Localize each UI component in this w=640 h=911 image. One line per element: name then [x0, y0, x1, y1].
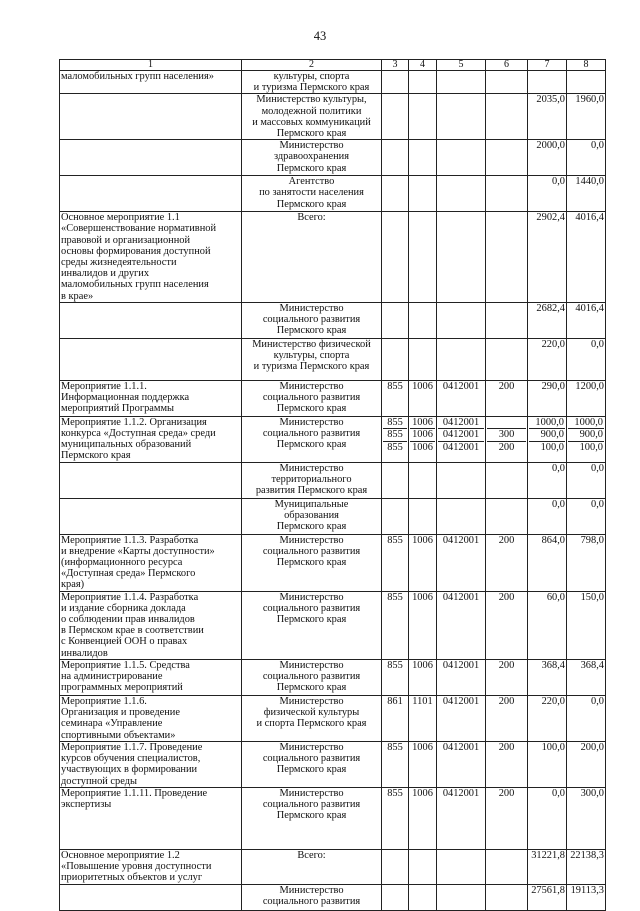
table-row — [60, 659, 606, 695]
amount-2013-cell: 290,0 — [528, 380, 567, 416]
amount-2014-cell: 1200,0 — [567, 380, 606, 416]
ministry-code-cell — [382, 498, 409, 534]
event-cell — [60, 176, 242, 212]
executor-cell: Агентство по занятости населения Пермского края — [242, 176, 382, 212]
target-item-cell: 0412001 — [437, 659, 486, 695]
ministry-code-cell: 855 — [382, 741, 409, 787]
section-code-sub-value: 1006 — [412, 416, 433, 428]
amount-2014-cell: 200,0 — [567, 741, 606, 787]
event-cell: Мероприятие 1.1.3. Разработка и внедрение «Карты доступности» (информационного ресурса «Доступная среда» Пермского края) — [60, 534, 242, 591]
event-cell — [60, 498, 242, 534]
amount-2014-sub-value: 100,0 — [568, 441, 604, 454]
section-code-cell — [409, 462, 437, 498]
table-row — [60, 94, 606, 140]
table-row — [60, 212, 606, 303]
executor-cell: Министерство социального развития Пермского края — [242, 380, 382, 416]
amount-2013-cell: 0,0 — [528, 462, 567, 498]
target-item-cell — [437, 302, 486, 338]
amount-2013-sub-value: 100,0 — [529, 441, 565, 454]
ministry-code-cell — [382, 884, 409, 910]
executor-cell: Министерство физической культуры и спорта Пермского края — [242, 695, 382, 741]
expense-type-cell: 200 — [486, 534, 528, 591]
ministry-code-cell — [382, 338, 409, 380]
expense-type-cell — [486, 462, 528, 498]
table-row — [60, 338, 606, 380]
amount-2014-cell: 0,0 — [567, 462, 606, 498]
ministry-code-cell: 855 — [382, 787, 409, 849]
table-header-row — [60, 60, 606, 71]
amount-2013-cell: 2000,0 — [528, 140, 567, 176]
ministry-code-cell — [382, 212, 409, 303]
ministry-code-cell — [382, 176, 409, 212]
event-cell: Мероприятие 1.1.4. Разработка и издание сборника доклада о соблюдении прав инвалидов в Пермском крае в соответствии с Конвенцией ООН о правах инвалидов — [60, 591, 242, 659]
section-code-sub-value: 1006 — [410, 428, 435, 441]
amount-2013-cell — [528, 71, 567, 94]
event-cell: Мероприятие 1.1.2. Организация конкурса «Доступная среда» среди муниципальных образований Пермского края — [60, 416, 242, 462]
table-row — [60, 176, 606, 212]
executor-cell: Министерство территориального развития Пермского края — [242, 462, 382, 498]
ministry-code-cell: 855 — [382, 659, 409, 695]
executor-cell: Министерство социального развития Пермского края — [242, 741, 382, 787]
event-cell — [60, 140, 242, 176]
target-item-sub-value: 0412001 — [438, 428, 484, 441]
amount-2013-cell: 368,4 — [528, 659, 567, 695]
expense-type-cell: 200 — [486, 787, 528, 849]
event-cell: Мероприятие 1.1.1. Информационная поддержка мероприятий Программы — [60, 380, 242, 416]
expense-type-cell — [486, 884, 528, 910]
target-item-cell: 0412001 — [437, 787, 486, 849]
ministry-code-cell — [382, 416, 409, 462]
amount-2014-cell: 300,0 — [567, 787, 606, 849]
table-row — [60, 787, 606, 849]
amount-2013-cell: 0,0 — [528, 498, 567, 534]
amount-2014-cell: 4016,4 — [567, 302, 606, 338]
expense-type-sub-value — [487, 417, 526, 429]
executor-cell: Министерство социального развития — [242, 884, 382, 910]
section-code-cell — [409, 849, 437, 884]
amount-2013-cell: 0,0 — [528, 176, 567, 212]
expense-type-cell — [486, 140, 528, 176]
target-item-sub-value: 0412001 — [438, 441, 484, 454]
section-code-cell — [409, 176, 437, 212]
executor-cell: Министерство социального развития Пермского края — [242, 534, 382, 591]
ministry-code-cell — [382, 71, 409, 94]
header-cell-3: 3 — [382, 60, 409, 71]
table-row — [60, 462, 606, 498]
table-row — [60, 534, 606, 591]
event-cell — [60, 884, 242, 910]
amount-2014-cell: 22138,3 — [567, 849, 606, 884]
amount-2014-cell: 0,0 — [567, 140, 606, 176]
amount-2014-sub-value: 900,0 — [568, 428, 604, 441]
section-code-cell — [409, 416, 437, 462]
ministry-code-cell: 855 — [382, 534, 409, 591]
amount-2014-cell — [567, 416, 606, 462]
ministry-code-sub-value: 855 — [387, 416, 403, 428]
expense-type-cell — [486, 338, 528, 380]
amount-2013-cell: 220,0 — [528, 338, 567, 380]
amount-2013-cell: 2035,0 — [528, 94, 567, 140]
amount-2014-cell: 1440,0 — [567, 176, 606, 212]
section-code-cell: 1006 — [409, 534, 437, 591]
section-code-cell: 1006 — [409, 380, 437, 416]
amount-2013-sub-value: 900,0 — [529, 428, 565, 441]
executor-cell: Всего: — [242, 212, 382, 303]
event-cell — [60, 302, 242, 338]
target-item-cell — [437, 140, 486, 176]
expense-type-cell: 200 — [486, 380, 528, 416]
executor-cell: Министерство социального развития Пермского края — [242, 416, 382, 462]
table-row — [60, 849, 606, 884]
section-code-cell — [409, 498, 437, 534]
executor-cell: Министерство физической культуры, спорта и туризма Пермского края — [242, 338, 382, 380]
table-row — [60, 591, 606, 659]
table-row — [60, 498, 606, 534]
expense-type-cell — [486, 849, 528, 884]
expense-type-sub-value: 200 — [487, 441, 526, 454]
expense-type-cell — [486, 416, 528, 462]
ministry-code-cell: 855 — [382, 380, 409, 416]
amount-2014-cell — [567, 71, 606, 94]
expense-type-cell: 200 — [486, 741, 528, 787]
target-item-cell: 0412001 — [437, 534, 486, 591]
section-code-cell — [409, 884, 437, 910]
target-item-cell — [437, 212, 486, 303]
amount-2013-cell: 2682,4 — [528, 302, 567, 338]
section-code-cell — [409, 338, 437, 380]
target-item-cell — [437, 849, 486, 884]
ministry-code-sub-value: 855 — [383, 441, 407, 454]
expense-type-cell — [486, 212, 528, 303]
amount-2014-cell: 150,0 — [567, 591, 606, 659]
expense-type-cell: 200 — [486, 659, 528, 695]
amount-2014-cell: 0,0 — [567, 338, 606, 380]
ministry-code-cell — [382, 462, 409, 498]
section-code-cell — [409, 71, 437, 94]
program-funding-table — [59, 59, 606, 911]
expense-type-cell — [486, 302, 528, 338]
amount-2013-cell: 220,0 — [528, 695, 567, 741]
target-item-cell — [437, 462, 486, 498]
ministry-code-cell: 861 — [382, 695, 409, 741]
executor-cell: Министерство культуры, молодежной политики и массовых коммуникаций Пермского края — [242, 94, 382, 140]
target-item-cell — [437, 498, 486, 534]
executor-cell: Министерство социального развития Пермского края — [242, 659, 382, 695]
target-item-sub-value: 0412001 — [442, 416, 480, 428]
amount-2013-sub-value: 1000,0 — [535, 416, 564, 428]
target-item-cell: 0412001 — [437, 741, 486, 787]
table-row — [60, 380, 606, 416]
target-item-cell — [437, 94, 486, 140]
expense-type-cell: 200 — [486, 591, 528, 659]
target-item-cell: 0412001 — [437, 380, 486, 416]
ministry-code-sub-value: 855 — [383, 428, 407, 441]
amount-2013-cell: 31221,8 — [528, 849, 567, 884]
target-item-cell: 0412001 — [437, 695, 486, 741]
target-item-cell — [437, 416, 486, 462]
section-code-sub-value: 1006 — [410, 441, 435, 454]
table-row — [60, 140, 606, 176]
event-cell — [60, 338, 242, 380]
amount-2013-cell: 0,0 — [528, 787, 567, 849]
executor-cell: Министерство социального развития Пермского края — [242, 591, 382, 659]
target-item-cell: 0412001 — [437, 591, 486, 659]
event-cell — [60, 94, 242, 140]
section-code-cell: 1006 — [409, 741, 437, 787]
expense-type-cell — [486, 71, 528, 94]
amount-2014-cell: 368,4 — [567, 659, 606, 695]
event-cell: Основное мероприятие 1.2 «Повышение уровня доступности приоритетных объектов и услуг — [60, 849, 242, 884]
executor-cell: Министерство социального развития Пермского края — [242, 302, 382, 338]
header-cell-1: 1 — [60, 60, 242, 71]
ministry-code-cell — [382, 302, 409, 338]
table-row — [60, 302, 606, 338]
event-cell: маломобильных групп населения» — [60, 71, 242, 94]
header-cell-8: 8 — [567, 60, 606, 71]
amount-2014-cell: 19113,3 — [567, 884, 606, 910]
executor-cell: Министерство здравоохранения Пермского края — [242, 140, 382, 176]
amount-2014-cell: 0,0 — [567, 695, 606, 741]
header-cell-2: 2 — [242, 60, 382, 71]
amount-2014-cell: 4016,4 — [567, 212, 606, 303]
amount-2014-sub-value: 1000,0 — [574, 416, 603, 428]
table-row — [60, 884, 606, 910]
amount-2013-cell: 100,0 — [528, 741, 567, 787]
header-cell-4: 4 — [409, 60, 437, 71]
amount-2013-cell — [528, 416, 567, 462]
section-code-cell — [409, 140, 437, 176]
ministry-code-cell — [382, 849, 409, 884]
target-item-cell — [437, 71, 486, 94]
table-row — [60, 695, 606, 741]
table-row — [60, 741, 606, 787]
executor-cell: Всего: — [242, 849, 382, 884]
expense-type-sub-value: 300 — [487, 428, 526, 441]
table-row — [60, 416, 606, 462]
amount-2014-cell: 1960,0 — [567, 94, 606, 140]
amount-2013-cell: 27561,8 — [528, 884, 567, 910]
event-cell: Мероприятие 1.1.6. Организация и проведение семинара «Управление спортивными объектами» — [60, 695, 242, 741]
event-cell: Основное мероприятие 1.1 «Совершенствование нормативной правовой и организационной основы формирования доступной среды жизнедеятельности инвалидов и других маломобильных групп населения в крае» — [60, 212, 242, 303]
event-cell: Мероприятие 1.1.11. Проведение экспертизы — [60, 787, 242, 849]
amount-2013-cell: 864,0 — [528, 534, 567, 591]
target-item-cell — [437, 884, 486, 910]
section-code-cell: 1101 — [409, 695, 437, 741]
section-code-cell — [409, 94, 437, 140]
expense-type-cell — [486, 498, 528, 534]
amount-2013-cell: 2902,4 — [528, 212, 567, 303]
event-cell — [60, 462, 242, 498]
event-cell: Мероприятие 1.1.7. Проведение курсов обучения специалистов, участвующих в формировании доступной среды — [60, 741, 242, 787]
section-code-cell: 1006 — [409, 659, 437, 695]
amount-2014-cell: 0,0 — [567, 498, 606, 534]
page-number: 43 — [313, 29, 327, 43]
ministry-code-cell — [382, 94, 409, 140]
expense-type-cell — [486, 94, 528, 140]
expense-type-cell: 200 — [486, 695, 528, 741]
header-cell-7: 7 — [528, 60, 567, 71]
ministry-code-cell: 855 — [382, 591, 409, 659]
target-item-cell — [437, 338, 486, 380]
section-code-cell — [409, 302, 437, 338]
header-cell-5: 5 — [437, 60, 486, 71]
event-cell: Мероприятие 1.1.5. Средства на администрирование программных мероприятий — [60, 659, 242, 695]
target-item-cell — [437, 176, 486, 212]
section-code-cell: 1006 — [409, 591, 437, 659]
executor-cell: культуры, спорта и туризма Пермского края — [242, 71, 382, 94]
header-cell-6: 6 — [486, 60, 528, 71]
ministry-code-cell — [382, 140, 409, 176]
amount-2014-cell: 798,0 — [567, 534, 606, 591]
amount-2013-cell: 60,0 — [528, 591, 567, 659]
table-row — [60, 71, 606, 94]
executor-cell: Министерство социального развития Пермского края — [242, 787, 382, 849]
section-code-cell — [409, 212, 437, 303]
executor-cell: Муниципальные образования Пермского края — [242, 498, 382, 534]
section-code-cell: 1006 — [409, 787, 437, 849]
expense-type-cell — [486, 176, 528, 212]
